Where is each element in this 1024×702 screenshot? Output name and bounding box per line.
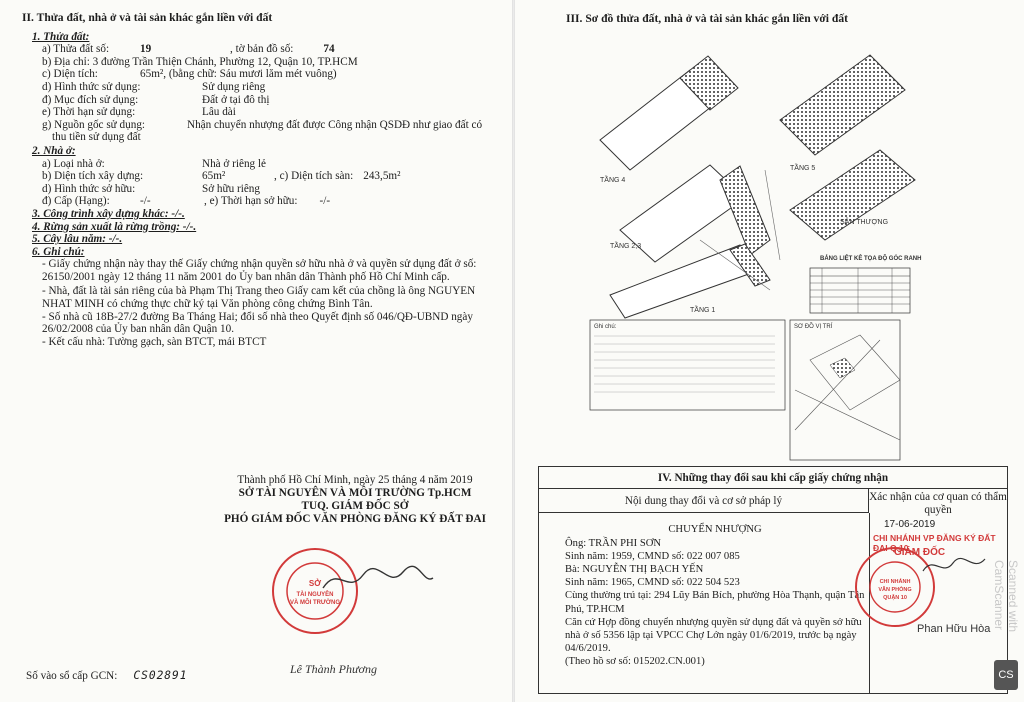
legal-basis: Căn cứ Hợp đồng chuyển nhượng quyền sử dụng đất và quyền sở hữu nhà ở số 5356 lập tại VPCC Chợ Lớn ngày 01/6/2019, trước bạ ngày 04/6/2019. xyxy=(565,616,862,654)
plot-diagram xyxy=(580,30,1010,470)
house-area-row: b) Diện tích xây dựng: 65m² , c) Diện tích sàn: 243,5m² xyxy=(42,170,401,183)
residence: Cùng thường trú tại: 294 Lũy Bán Bích, phường Hòa Thạnh, quận Tân Phú, TP.HCM xyxy=(565,590,865,615)
authorization: TUQ. GIÁM ĐỐC SỞ xyxy=(301,500,409,512)
file-number: (Theo hồ sơ số: 015202.CN.001) xyxy=(565,655,705,667)
house-title: 2. Nhà ở: xyxy=(32,144,76,157)
stamp-date: 17-06-2019 xyxy=(884,519,936,530)
origin-cont-row: thu tiền sử dụng đất xyxy=(52,131,141,144)
purpose-row: đ) Mục đích sử dụng: Đất ở tại đô thị xyxy=(42,93,270,106)
land-plot-title: 1. Thửa đất: xyxy=(32,30,90,43)
forest: 4. Rừng sản xuất là rừng trồng: -/-. xyxy=(32,220,197,233)
legend-title: Ghi chú: xyxy=(594,324,617,330)
grade-row: đ) Cấp (Hạng): -/- , e) Thời hạn sở hữu: -/- xyxy=(42,195,331,208)
changes-col-content: Nội dung thay đổi và cơ sở pháp lý xyxy=(539,489,869,513)
land-details-section xyxy=(22,12,502,348)
plot-number-row: a) Thửa đất số: 19 , tờ bản đồ số: 74 xyxy=(42,43,335,56)
transfer-details xyxy=(565,523,865,668)
signature-scribble-right xyxy=(919,551,989,581)
issuing-org: SỞ TÀI NGUYÊN VÀ MÔI TRƯỜNG Tp.HCM xyxy=(238,487,472,499)
changes-col-confirm: Xác nhận của cơ quan có thẩm quyền xyxy=(869,491,1007,516)
signer-name-right: Phan Hữu Hòa xyxy=(917,623,991,635)
transfer-type: CHUYỂN NHƯỢNG xyxy=(668,524,762,535)
stamp-org: CHI NHÁNH VP ĐĂNG KÝ ĐẤT ĐAI Q.10 xyxy=(873,533,996,553)
signer-role: PHÓ GIÁM ĐỐC VĂN PHÒNG ĐĂNG KÝ ĐẤT ĐAI xyxy=(224,513,486,525)
transferee-1: Ông: TRẦN PHI SƠN xyxy=(565,538,662,550)
transferee-2-id: Sinh năm: 1965, CMND số: 022 504 523 xyxy=(565,577,740,589)
location-map-title: SƠ ĐỒ VỊ TRÍ xyxy=(794,324,833,330)
floor-label-23: TẦNG 2,3 xyxy=(610,243,642,250)
other-works: 3. Công trình xây dựng khác: -/-. xyxy=(32,207,185,220)
floor-label-1: TẦNG 1 xyxy=(690,307,716,314)
use-form-row: d) Hình thức sử dụng: Sử dụng riêng xyxy=(42,80,266,93)
floor-plans-svg xyxy=(580,30,1010,470)
house-type-row: a) Loại nhà ở: Nhà ở riêng lẻ xyxy=(42,157,267,170)
origin-row: g) Nguồn gốc sử dụng: Nhận chuyển nhượng đất được Công nhận QSDĐ như giao đất có xyxy=(42,118,483,131)
diagram-heading: III. Sơ đồ thửa đất, nhà ở và tài sản khác gắn liền với đất xyxy=(566,12,848,25)
transferee-2: Bà: NGUYỄN THỊ BẠCH YẾN xyxy=(565,564,704,576)
registry-number: Số vào sổ cấp GCN: CS02891 xyxy=(26,669,188,682)
svg-text:TÀI NGUYÊN: TÀI NGUYÊN xyxy=(296,592,334,598)
notes-title: 6. Ghi chú: xyxy=(32,245,85,258)
signer-name-left: Lê Thành Phương xyxy=(290,662,377,676)
floor-label-5: TẦNG 5 xyxy=(790,165,816,172)
issue-date: Thành phố Hồ Chí Minh, ngày 25 tháng 4 năm 2019 xyxy=(237,474,473,486)
note-4: - Kết cấu nhà: Tường gạch, sàn BTCT, mái BTCT xyxy=(42,335,267,348)
svg-text:VÀ MÔI TRƯỜNG: VÀ MÔI TRƯỜNG xyxy=(289,600,341,606)
signature-block xyxy=(200,474,510,526)
transferee-1-id: Sinh năm: 1959, CMND số: 022 007 085 xyxy=(565,551,740,563)
page-fold xyxy=(512,0,515,702)
changes-heading: IV. Những thay đổi sau khi cấp giấy chứng nhận xyxy=(539,467,1007,489)
scanner-watermark: Scanned with CamScanner xyxy=(992,560,1020,633)
coord-table-title: BẢNG LIỆT KÊ TỌA ĐỘ GÓC RANH xyxy=(820,256,922,262)
floor-label-4: TẦNG 4 xyxy=(600,177,626,184)
changes-table xyxy=(538,466,1008,694)
term-row: e) Thời hạn sử dụng: Lâu dài xyxy=(42,106,236,119)
camscanner-logo-icon: CS xyxy=(994,660,1018,690)
floor-label-roof: SÂN THƯỢNG xyxy=(840,219,889,226)
svg-text:QUẬN 10: QUẬN 10 xyxy=(883,595,907,601)
svg-text:CHI NHÁNH: CHI NHÁNH xyxy=(879,579,911,585)
address-row: b) Địa chỉ: 3 đường Trần Thiện Chánh, Phường 12, Quận 10, TP.HCM xyxy=(42,55,358,68)
note-1: - Giấy chứng nhận này thay thế Giấy chứng nhận quyền sở hữu nhà ở và quyền sử dụng đất ở số: 26150/2001 ngày 12 tháng 11 năm 2001 do Ủy ban nhân dân Thành phố Hồ Chí Minh cấp. xyxy=(42,258,477,283)
signature-scribble-left xyxy=(318,560,438,600)
note-2: - Nhà, đất là tài sản riêng của bà Phạm Thị Trang theo Giấy cam kết của chồng là ông NGUYEN NHAT MINH có chứng thực chữ ký tại Văn phòng công chứng Bình Tân. xyxy=(42,285,476,311)
svg-text:VĂN PHÒNG: VĂN PHÒNG xyxy=(878,587,912,593)
section-heading: II. Thửa đất, nhà ở và tài sản khác gắn liền với đất xyxy=(22,11,273,24)
perennial-trees: 5. Cây lâu năm: -/-. xyxy=(32,233,123,246)
area-row: c) Diện tích: 65m², (bằng chữ: Sáu mươi lăm mét vuông) xyxy=(42,68,337,81)
note-3: - Số nhà cũ 18B-27/2 đường Ba Tháng Hai; đổi số nhà theo Quyết định số 046/QĐ-UBND ngày 26/02/2008 của Ủy ban nhân dân Quận 10. xyxy=(42,310,473,336)
stamp-role: GIÁM ĐỐC xyxy=(894,547,946,558)
ownership-row: d) Hình thức sở hữu: Sở hữu riêng xyxy=(42,182,260,195)
svg-text:SỞ: SỞ xyxy=(308,579,322,588)
